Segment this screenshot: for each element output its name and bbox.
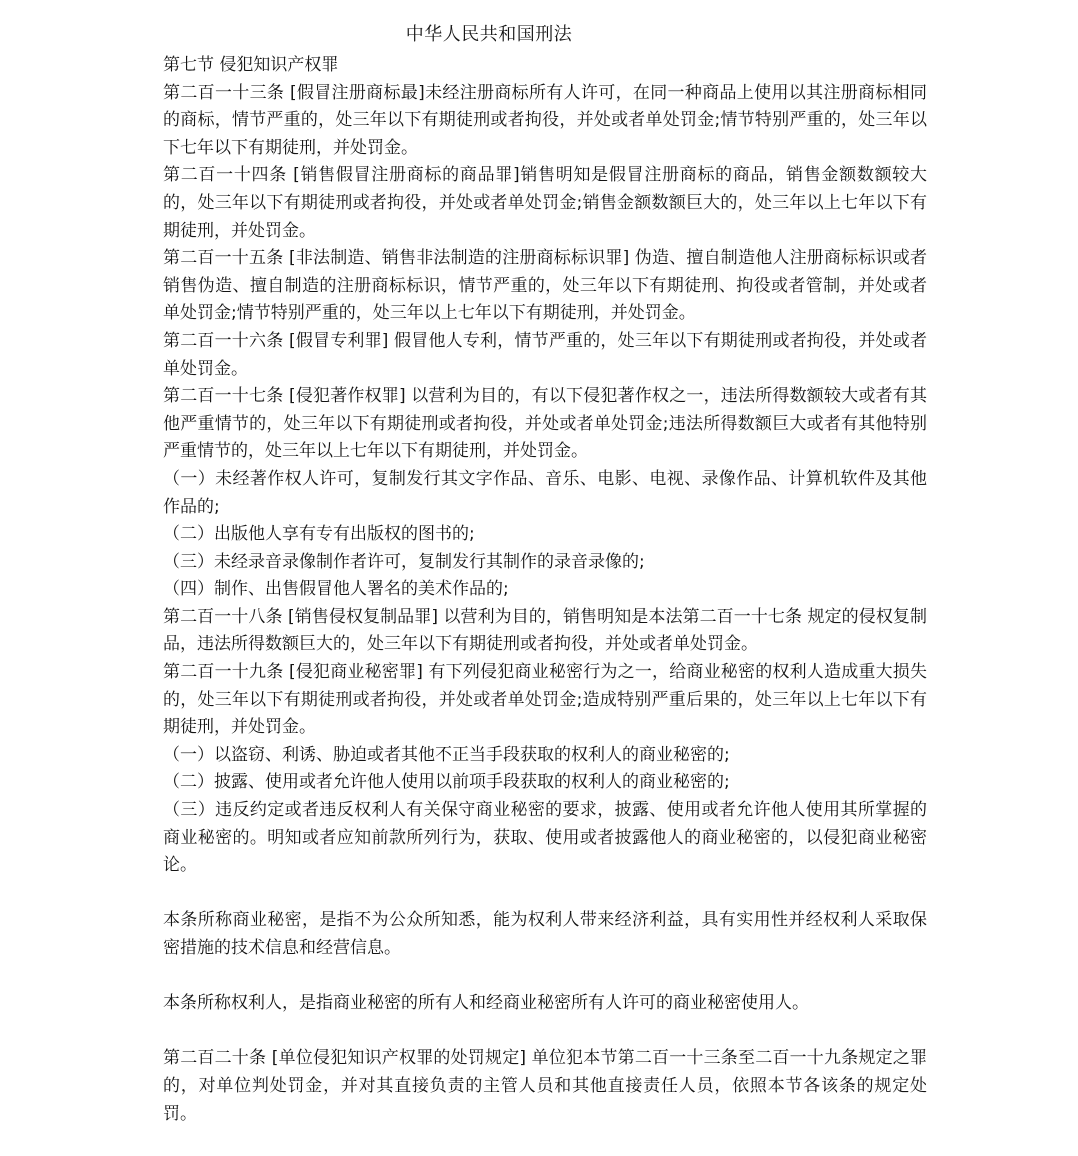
article-216: 第二百一十六条 [假冒专利罪] 假冒他人专利，情节严重的，处三年以下有期徒刑或者拘役，并处或者单处罚金。 — [163, 330, 927, 379]
trade-secret-definition: 本条所称商业秘密，是指不为公众所知悉，能为权利人带来经济利益，具有实用性并经权利人采取保密措施的技术信息和经营信息。 — [163, 910, 927, 958]
article-215: 第二百一十五条 [非法制造、销售非法制造的注册商标标识罪] 伪造、擅自制造他人注册商标标识或者销售伪造、擅自制造的注册商标标识，情节严重的，处三年以下有期徒刑、拘役或者管制，并处或者单处罚金;情节特别严重的，处三年以上七年以下有期徒刑，并处罚金。 — [163, 248, 927, 324]
article-218: 第二百一十八条 [销售侵权复制品罪] 以营利为目的，销售明知是本法第二百一十七条 规定的侵权复制品，违法所得数额巨大的，处三年以下有期徒刑或者拘役，并处或者单处罚金。 — [163, 606, 927, 655]
article-219-item-3: （三）违反约定或者违反权利人有关保守商业秘密的要求，披露、使用或者允许他人使用其所掌握的商业秘密的。明知或者应知前款所列行为，获取、使用或者披露他人的商业秘密的，以侵犯商业秘密论。 — [163, 800, 927, 876]
section-heading: 第七节 侵犯知识产权罪 — [163, 55, 339, 75]
article-219-item-1: （一）以盗窃、利诱、胁迫或者其他不正当手段获取的权利人的商业秘密的; — [163, 744, 730, 765]
document-title: 中华人民共和国刑法 — [405, 24, 573, 45]
article-214: 第二百一十四条 [销售假冒注册商标的商品罪]销售明知是假冒注册商标的商品，销售金额数额较大的，处三年以下有期徒刑或者拘役，并处或者单处罚金;销售金额数额巨大的，处三年以上七年以下有期徒刑，并处罚金。 — [163, 165, 927, 241]
document-body — [163, 52, 927, 1128]
article-217-item-4: （四）制作、出售假冒他人署名的美术作品的; — [163, 579, 509, 600]
right-holder-definition: 本条所称权利人，是指商业秘密的所有人和经商业秘密所有人许可的商业秘密使用人。 — [163, 993, 809, 1014]
article-219-item-2: （二）披露、使用或者允许他人使用以前项手段获取的权利人的商业秘密的; — [163, 772, 730, 793]
article-217-item-3: （三）未经录音录像制作者许可，复制发行其制作的录音录像的; — [163, 551, 645, 572]
article-217: 第二百一十七条 [侵犯著作权罪] 以营利为目的，有以下侵犯著作权之一，违法所得数额较大或者有其他严重情节的，处三年以下有期徒刑或者拘役，并处或者单处罚金;违法所得数额巨大或者有其他特别严重情节的，处三年以上七年以下有期徒刑，并处罚金。 — [163, 386, 927, 462]
article-213: 第二百一十三条 [假冒注册商标最]未经注册商标所有人许可，在同一种商品上使用以其注册商标相同的商标，情节严重的，处三年以下有期徒刑或者拘役，并处或者单处罚金;情节特别严重的，处三年以下七年以下有期徒刑，并处罚金。 — [163, 82, 927, 158]
article-217-item-1: （一）未经著作权人许可，复制发行其文字作品、音乐、电影、电视、录像作品、计算机软件及其他作品的; — [163, 468, 927, 517]
article-220: 第二百二十条 [单位侵犯知识产权罪的处罚规定] 单位犯本节第二百一十三条至二百一十九条规定之罪的，对单位判处罚金，并对其直接负责的主管人员和其他直接责任人员，依照本节各该条的规定处罚。 — [163, 1048, 927, 1124]
article-217-item-2: （二）出版他人享有专有出版权的图书的; — [163, 524, 475, 545]
article-219: 第二百一十九条 [侵犯商业秘密罪] 有下列侵犯商业秘密行为之一，给商业秘密的权利人造成重大损失的，处三年以下有期徒刑或者拘役，并处或者单处罚金;造成特别严重后果的，处三年以上七年以下有期徒刑，并处罚金。 — [163, 662, 927, 738]
